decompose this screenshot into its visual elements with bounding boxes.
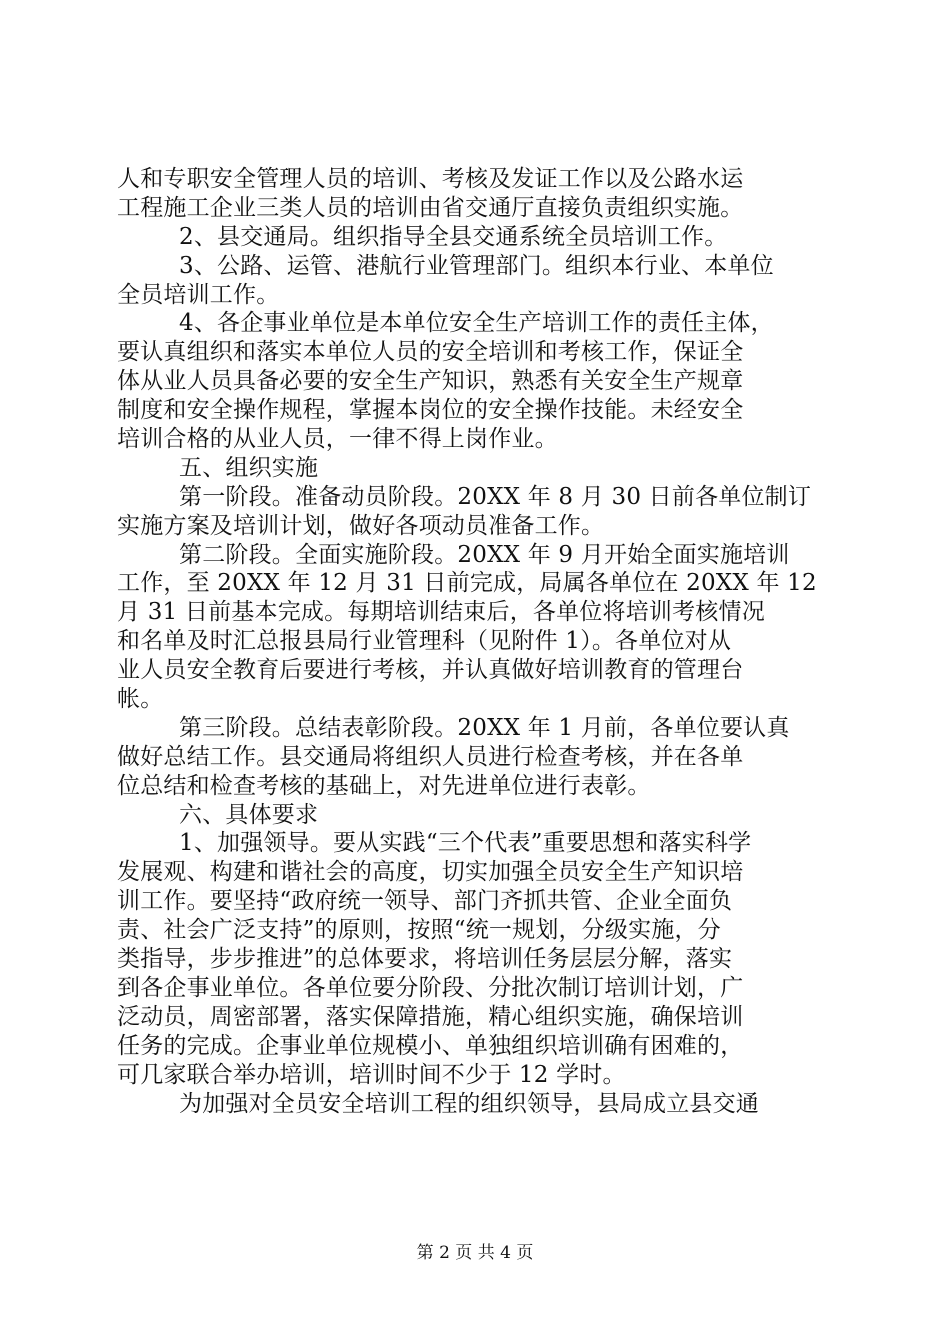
text-line: 任务的完成。企事业单位规模小、单独组织培训确有困难的，: [117, 1032, 744, 1059]
section-heading: 五、组织实施: [179, 454, 319, 481]
text-line: 月 31 日前基本完成。每期培训结束后，各单位将培训考核情况: [117, 599, 765, 626]
text-line: 第三阶段。总结表彰阶段。20XX 年 1 月前，各单位要认真: [179, 714, 790, 741]
section-heading: 六、具体要求: [179, 801, 319, 828]
text-line: 实施方案及培训计划，做好各项动员准备工作。: [117, 512, 605, 539]
text-line: 帐。: [117, 686, 164, 713]
text-line: 制度和安全操作规程，掌握本岗位的安全操作技能。未经安全: [117, 397, 744, 424]
text-line: 培训合格的从业人员，一律不得上岗作业。: [117, 426, 558, 453]
text-line: 第一阶段。准备动员阶段。20XX 年 8 月 30 日前各单位制订: [179, 483, 812, 510]
text-line: 和名单及时汇总报县局行业管理科（见附件 1）。各单位对从: [117, 628, 732, 655]
page-footer: 第 2 页 共 4 页: [416, 1243, 534, 1263]
text-line: 到各企事业单位。各单位要分阶段、分批次制订培训计划，广: [117, 974, 744, 1001]
text-line: 体从业人员具备必要的安全生产知识，熟悉有关安全生产规章: [117, 368, 744, 395]
text-line: 第二阶段。全面实施阶段。20XX 年 9 月开始全面实施培训: [179, 541, 790, 568]
text-line: 训工作。要坚持“政府统一领导、部门齐抓共管、企业全面负: [117, 888, 733, 915]
text-line: 业人员安全教育后要进行考核，并认真做好培训教育的管理台: [117, 657, 744, 684]
text-line: 工作，至 20XX 年 12 月 31 日前完成，局属各单位在 20XX 年 12: [117, 570, 817, 597]
text-line: 泛动员，周密部署，落实保障措施，精心组织实施，确保培训: [117, 1003, 744, 1030]
text-line: 发展观、构建和谐社会的高度，切实加强全员安全生产知识培: [117, 859, 744, 886]
text-line: 3、公路、运管、港航行业管理部门。组织本行业、本单位: [179, 252, 774, 279]
text-line: 人和专职安全管理人员的培训、考核及发证工作以及公路水运: [117, 166, 744, 192]
text-line: 2、县交通局。组织指导全县交通系统全员培训工作。: [179, 223, 728, 250]
text-line: 1、加强领导。要从实践“三个代表”重要思想和落实科学: [179, 830, 752, 857]
text-line: 责、社会广泛支持”的原则，按照“统一规划，分级实施，分: [117, 917, 721, 944]
text-line: 为加强对全员安全培训工程的组织领导，县局成立县交通: [179, 1090, 759, 1117]
text-line: 位总结和检查考核的基础上，对先进单位进行表彰。: [117, 772, 651, 799]
body-text: [117, 165, 833, 1118]
text-line: 类指导，步步推进”的总体要求，将培训任务层层分解，落实: [117, 946, 733, 973]
text-line: 做好总结工作。县交通局将组织人员进行检查考核，并在各单: [117, 743, 744, 770]
text-line: 要认真组织和落实本单位人员的安全培训和考核工作，保证全: [117, 339, 744, 366]
text-line: 工程施工企业三类人员的培训由省交通厅直接负责组织实施。: [117, 194, 744, 221]
text-line: 可几家联合举办培训，培训时间不少于 12 学时。: [117, 1061, 626, 1088]
text-line: 全员培训工作。: [117, 281, 280, 308]
text-line: 4、各企事业单位是本单位安全生产培训工作的责任主体，: [179, 310, 774, 337]
